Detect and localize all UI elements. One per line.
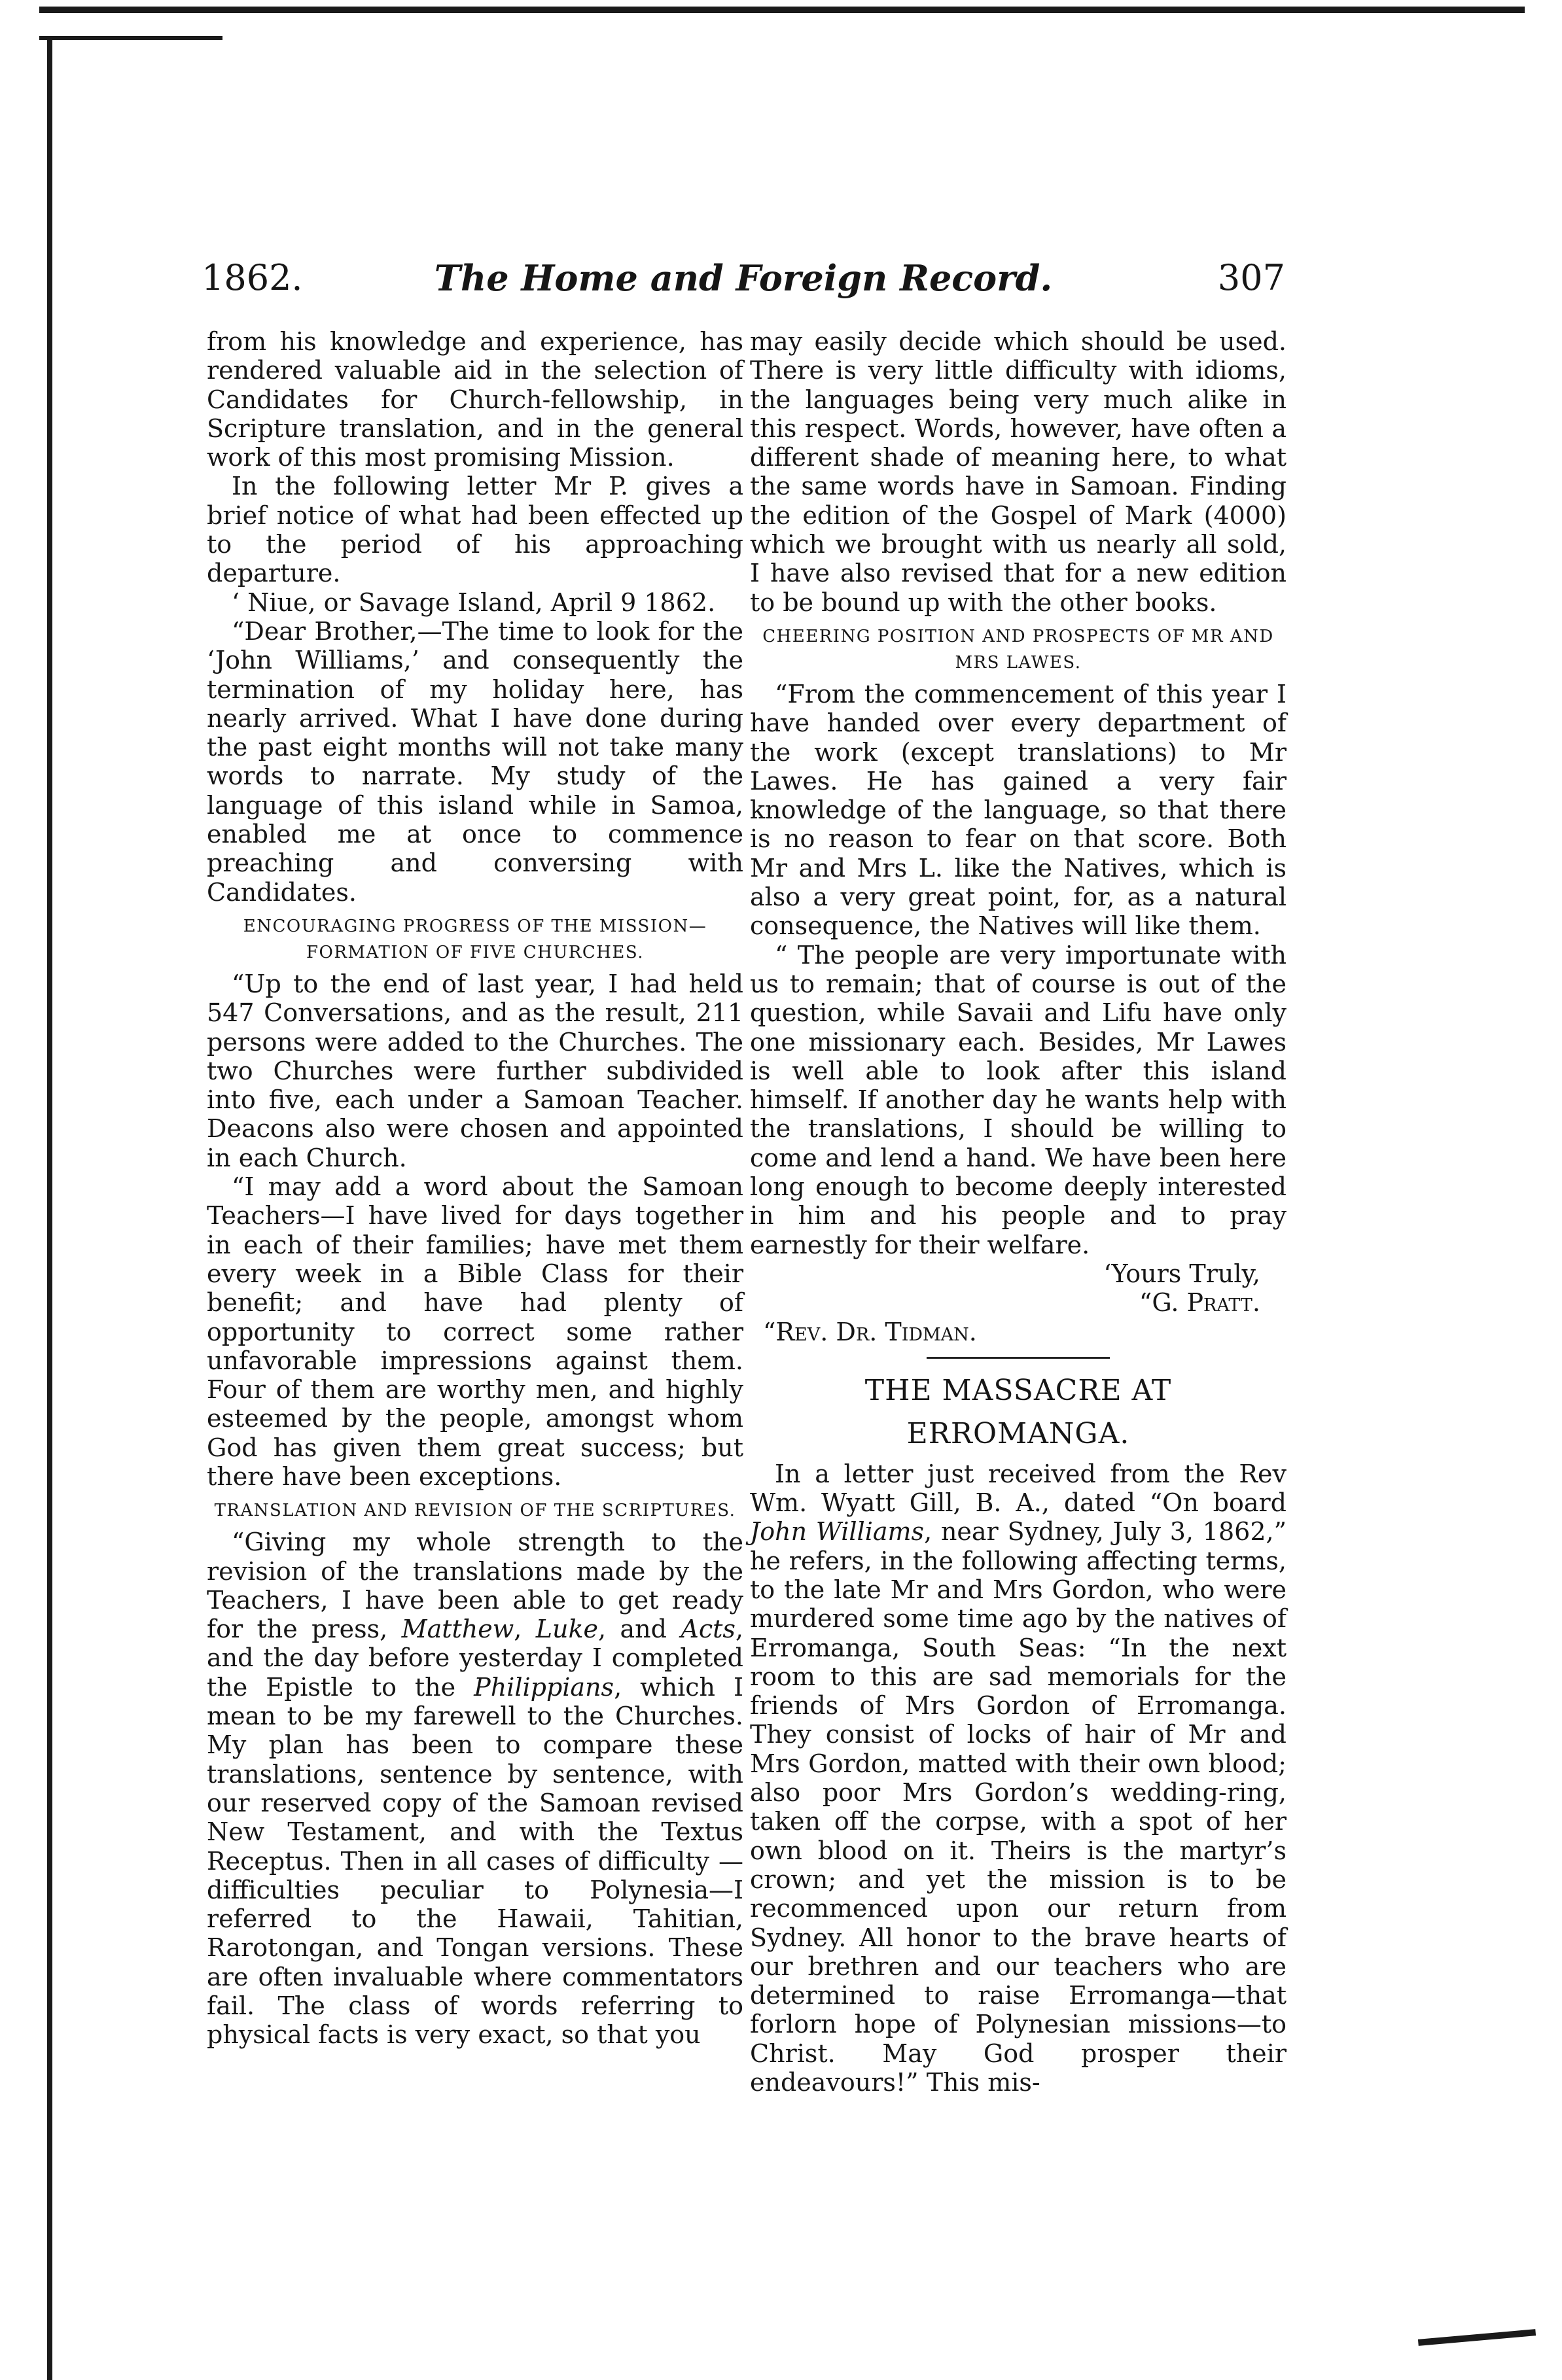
- header-year: 1862.: [202, 257, 303, 298]
- paragraph: “Giving my whole strength to the revision of the translations made by the Teachers, I have been able to get ready for the press, Matthew, Luke, and Acts, and the day before yesterday I completed the Epistle to the Philippians, which I mean to be my farewell to the Churches. My plan has been to compare these translations, sentence by sentence, with our reserved copy of the Samoan revised New Testament, and with the Textus Receptus. Then in all cases of difficulty —difficulties peculiar to Polynesia—I referred to the Hawaii, Tahitian, Rarotongan, and Tongan versions. These are often invaluable where commentators fail. The class of words referring to physical facts is very exact, so that you: [207, 1528, 743, 2050]
- article-heading: THE MASSACRE AT ERROMANGA.: [864, 1373, 1172, 1450]
- section-heading: ENCOURAGING PROGRESS OF THE MISSION— FORMATION OF FIVE CHURCHES.: [243, 916, 707, 962]
- top-left-rule: [39, 36, 222, 40]
- section-heading: CHEERING POSITION AND PROSPECTS OF MR AND MRS LAWES.: [762, 626, 1274, 673]
- binding-edge-line: [47, 39, 52, 2380]
- top-border-rule: [39, 7, 1525, 13]
- section-divider: [927, 1357, 1110, 1359]
- letter-closing: ‘Yours Truly,: [1103, 1259, 1260, 1288]
- section-heading: TRANSLATION AND REVISION OF THE SCRIPTURES.: [214, 1501, 736, 1521]
- header-page-number: 307: [1217, 257, 1285, 298]
- paragraph: In the following letter Mr P. gives a brief notice of what had been effected up to the period of his approaching departure.: [207, 472, 743, 588]
- paragraph: “Dear Brother,—The time to look for the ‘John Williams,’ and consequently the termination of my holiday here, has nearly arrived. What I have done during the past eight months will not take many words to narrate. My study of the language of this island while in Samoa, enabled me at once to commence preaching and conversing with Candidates.: [207, 616, 743, 907]
- letter-dateline: ‘ Niue, or Savage Island, April 9 1862.: [232, 587, 716, 617]
- paragraph: “ The people are very importunate with us to remain; that of course is out of the question, while Savaii and Lifu have only one missionary each. Besides, Mr Lawes is well able to look after this island himself. If another day he wants help with the translations, I should be willing to come and lend a hand. We have been here long enough to become deeply interested in him and his people and to pray earnestly for their welfare.: [750, 940, 1287, 1259]
- paragraph: “I may add a word about the Samoan Teachers—I have lived for days together in each of their families; have met them every week in a Bible Class for their benefit; and have had plenty of opportunity to correct some rather unfavorable impressions against them. Four of them are worthy men, and highly esteemed by the people, amongst whom God has given them great success; but there have been exceptions.: [207, 1172, 743, 1491]
- header-title: The Home and Foreign Record.: [434, 257, 1053, 299]
- paragraph: “Up to the end of last year, I had held 547 Conversations, and as the result, 211 persons were added to the Churches. The two Churches were further subdivided into five, each under a Samoan Teacher. Deacons also were chosen and appointed in each Church.: [207, 969, 743, 1172]
- running-header: [202, 252, 1285, 304]
- paragraph: may easily decide which should be used. There is very little difficulty with idioms, the languages being very much alike in this respect. Words, however, have often a different shade of meaning here, to what the same words have in Samoan. Finding the edition of the Gospel of Mark (4000) which we brought with us nearly all sold, I have also revised that for a new edition to be bound up with the other books.: [750, 327, 1287, 617]
- paragraph: “From the commencement of this year I have handed over every department of the work (except translations) to Mr Lawes. He has gained a very fair knowledge of the language, so that there is no reason to fear on that score. Both Mr and Mrs L. like the Natives, which is also a very great point, for, as a natural consequence, the Natives will like them.: [750, 679, 1287, 941]
- paragraph: from his knowledge and experience, has rendered valuable aid in the selection of Candidates for Church-fellowship, in Scripture translation, and in the general work of this most promising Mission.: [207, 327, 743, 472]
- left-column: [207, 327, 743, 2050]
- bottom-right-mark: [1418, 2329, 1536, 2346]
- letter-addressee: “Rev. Dr. Tidman.: [763, 1317, 977, 1346]
- paragraph: In a letter just received from the Rev Wm. Wyatt Gill, B. A., dated “On board John Williams, near Sydney, July 3, 1862,” he refers, in the following affecting terms, to the late Mr and Mrs Gordon, who were murdered some time ago by the natives of Erromanga, South Seas: “In the next room to this are sad memorials for the friends of Mrs Gordon of Erromanga. They consist of locks of hair of Mr and Mrs Gordon, matted with their own blood; also poor Mrs Gordon’s wedding-ring, taken off the corpse, with a spot of her own blood on it. Theirs is the martyr’s crown; and yet the mission is to be recommenced upon our return from Sydney. All honor to the brave hearts of our brethren and our teachers who are determined to raise Erromanga—that forlorn hope of Polynesian missions—to Christ. May God prosper their endeavours!” This mis-: [750, 1459, 1287, 2097]
- right-column: [750, 327, 1287, 2097]
- letter-signature: “G. Pratt.: [1139, 1288, 1260, 1318]
